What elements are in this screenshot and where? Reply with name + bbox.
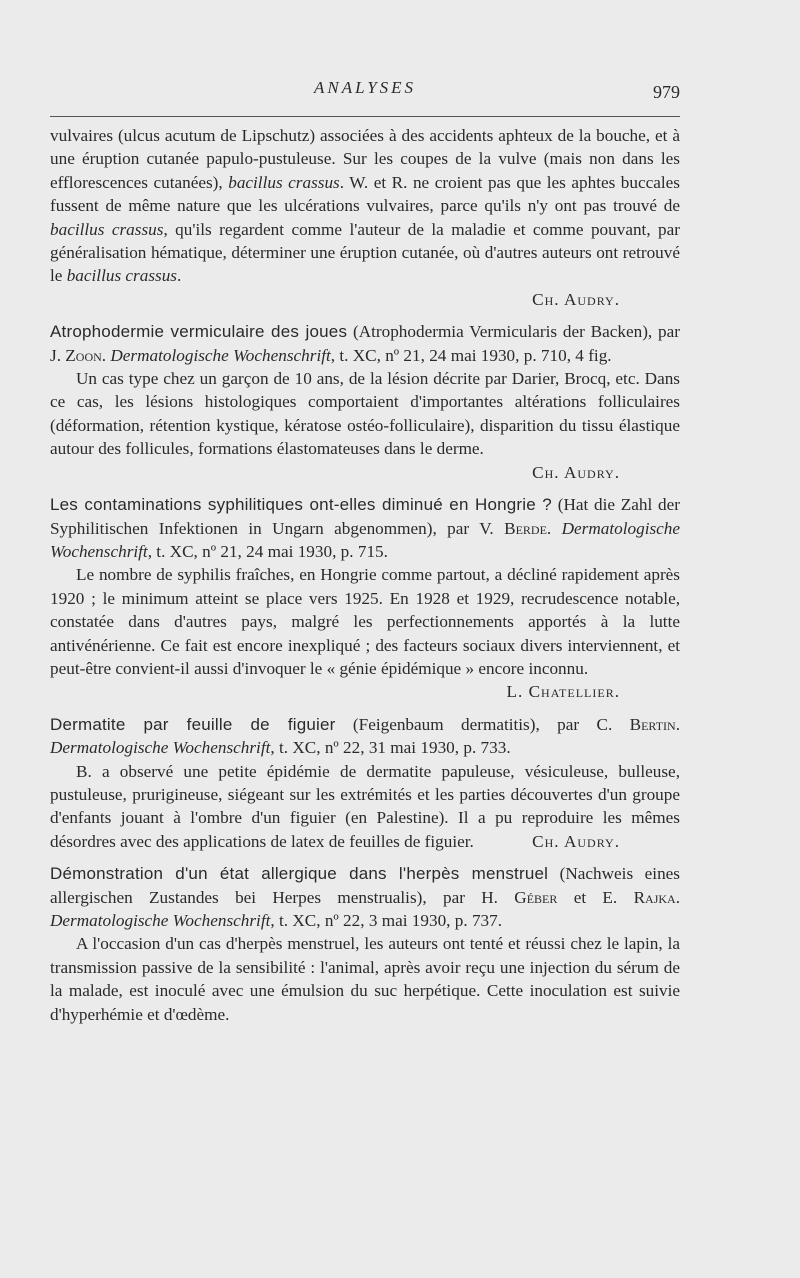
article-reference: .: [546, 518, 562, 538]
intro-text: vulvaires (ulcus acutum de Lipschutz) associées à des accidents aphteux de la bouche, et à une éruption cutanée papulo-pustuleuse. Sur les coupes de la vulve (mais non dans les efflorescences cutanées),: [50, 126, 680, 192]
article-reference: .: [675, 887, 680, 907]
page-number: 979: [653, 82, 680, 102]
article-author: Rajka: [633, 887, 676, 907]
intro-text: . W. et R. ne croient pas que les aphtes buccales fussent de même nature que les ulcérations vulvaires, parce qu'ils n'y ont pas trouvé de: [50, 172, 680, 216]
article-heading: [50, 862, 680, 932]
article: [50, 713, 680, 853]
article-reference: (Nachweis eines allergischen Zustandes bei Herpes menstrualis), par H.: [50, 864, 680, 907]
journal-name: Dermatologische Wochenschrift: [50, 738, 271, 758]
article-reference: , t. XC, nº 22, 31 mai 1930, p. 733.: [270, 738, 511, 758]
article-author: Zoon: [65, 345, 102, 365]
article: [50, 862, 680, 1026]
running-title: ANALYSES: [313, 78, 417, 97]
article-author: Berde: [504, 518, 547, 538]
article-body: A l'occasion d'un cas d'herpès menstruel, les auteurs ont tenté et réussi chez le lapin, la transmission passive de la sensibilité : l'animal, après avoir reçu une injection du sérum de la malade, est inoculé avec une émulsion du suc herpétique. Cette inoculation est suivie d'hyperhémie et d'œdème.: [50, 934, 680, 1024]
article-author: Géber: [514, 887, 558, 907]
article-reference: , t. XC, nº 21, 24 mai 1930, p. 710, 4 fig.: [330, 345, 612, 365]
article-body: [50, 760, 680, 854]
article-title: Atrophodermie vermiculaire des joues: [50, 322, 348, 342]
page-body: [50, 124, 680, 1026]
article-reference: , t. XC, nº 22, 3 mai 1930, p. 737.: [270, 911, 503, 930]
intro-signature: Ch. Audry.: [532, 289, 620, 309]
article: [50, 320, 680, 484]
article-reference: (Atrophodermia Vermicularis der Backen), par J.: [50, 322, 680, 365]
header-rule: [50, 116, 680, 117]
article-heading: [50, 320, 680, 367]
article-body: [50, 563, 680, 703]
article-signature: L. Chatellier.: [506, 682, 620, 702]
article-reference: (Hat die Zahl der Syphilitischen Infektionen in Ungarn abgenommen), par V.: [50, 495, 680, 538]
article-body: Un cas type chez un garçon de 10 ans, de la lésion décrite par Darier, Brocq, etc. Dans ce cas, les lésions histologiques comportaient d'importantes altérations folliculaires (déformation, rétention kystique, kératose ostéo-folliculaire), disparition du tissu élastique autour des follicules, formations élastomateuses dans le derme.: [50, 369, 680, 459]
article-reference: .: [675, 714, 680, 734]
article: [50, 493, 680, 704]
species-name: bacillus crassus: [50, 219, 164, 239]
article-heading: [50, 713, 680, 760]
article-reference: et E.: [557, 887, 634, 907]
article-reference: .: [101, 345, 111, 365]
article-body-text: B. a observé une petite épidémie de dermatite papuleuse, vésiculeuse, bulleuse, pustuleuse, prurigineuse, siégeant sur les extrémités et les parties découvertes d'un groupe d'enfants jouant à l'ombre d'un figuier (en Palestine). Il a pu reproduire les mêmes désordres avec des applications de latex de feuilles de figuier.: [50, 761, 680, 851]
intro-text: .: [177, 266, 182, 286]
article-reference: (Feigenbaum dermatitis), par C.: [335, 714, 630, 734]
article-title: Démonstration d'un état allergique dans l'herpès menstruel: [50, 864, 549, 884]
article-signature: Ch. Audry.: [532, 462, 620, 482]
article-author: Bertin: [629, 714, 676, 734]
article-signature: Ch. Audry.: [532, 831, 620, 851]
intro-text: , qu'ils regardent comme l'auteur de la maladie et comme pouvant, par généralisation hématique, déterminer une éruption cutanée, où d'autres auteurs ont retrouvé le: [50, 219, 680, 286]
journal-name: Dermatologische Wochenschrift: [50, 911, 271, 930]
article-title: Les contaminations syphilitiques ont-elles diminué en Hongrie ?: [50, 495, 552, 515]
page-header: [50, 78, 680, 108]
journal-name: Dermatologische Wochenschrift: [50, 518, 681, 561]
species-name: bacillus crassus: [228, 172, 340, 192]
species-name: bacillus crassus: [66, 266, 177, 286]
intro-paragraph: [50, 124, 680, 288]
article-heading: [50, 493, 680, 563]
article-body-text: Le nombre de syphilis fraîches, en Hongrie comme partout, a décliné rapidement après 1920 ; le minimum atteint se place vers 1925. En 1928 et 1929, recrudescence notable, constatée dans d'autres pays, malgré les perfectionnements apportés à la lutte antivénérienne. Ce fait est encore inexpliqué ; des facteurs sociaux divers interviennent, et peut-être convient-il aussi d'invoquer le « génie épidémique » encore inconnu.: [50, 565, 680, 678]
article-title: Dermatite par feuille de figuier: [50, 714, 336, 734]
article-reference: , t. XC, nº 21, 24 mai 1930, p. 715.: [147, 541, 388, 561]
journal-name: Dermatologische Wochenschrift: [110, 345, 331, 365]
